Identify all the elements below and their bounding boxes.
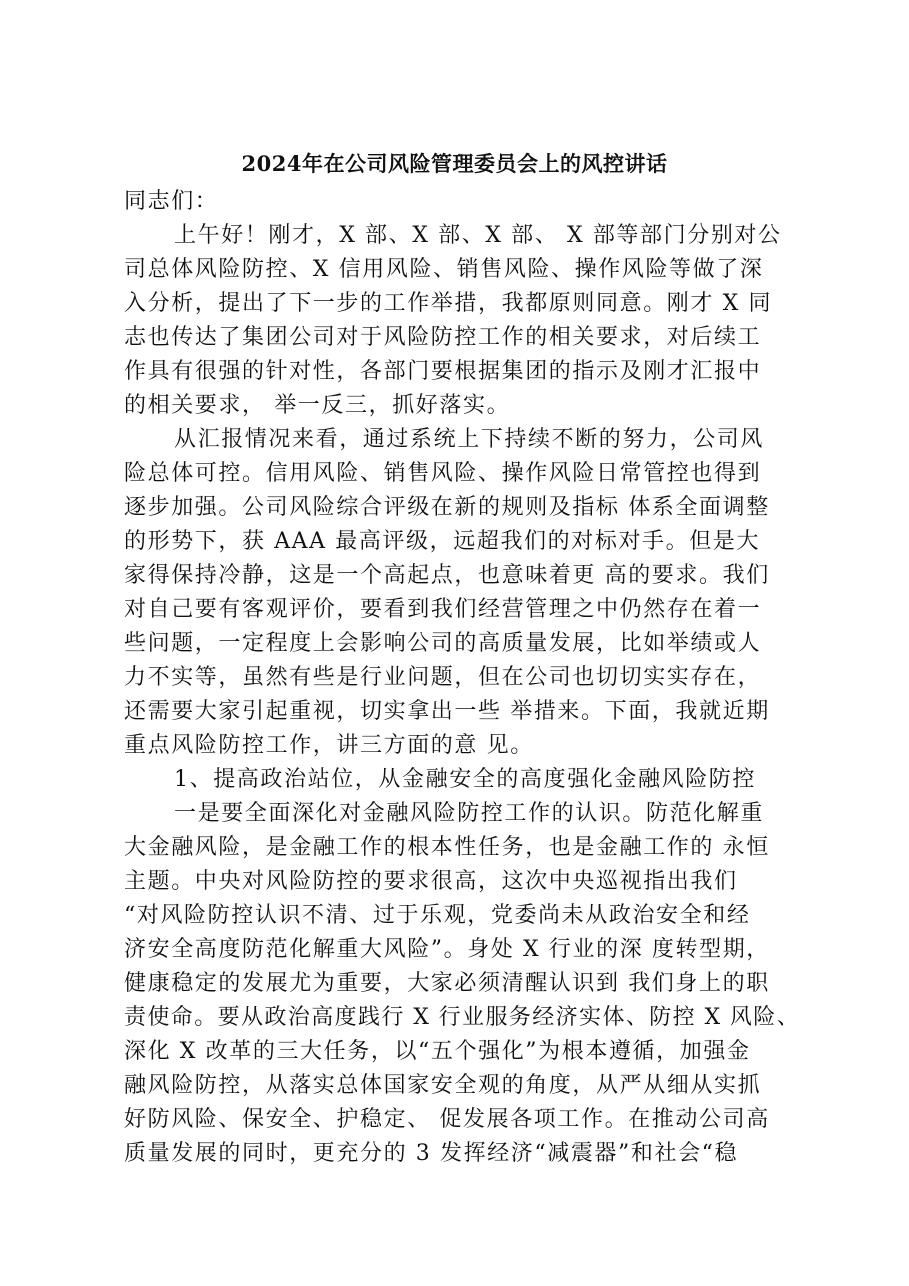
paragraph-line: 大金融风险，是金融工作的根本性任务，也是金融工作的 永恒 bbox=[124, 835, 770, 860]
paragraph-line: 上午好！刚才，X 部、X 部、X 部、 X 部等部门分别对公 bbox=[174, 223, 782, 248]
paragraph-line: 对自己要有客观评价，要看到我们经营管理之中仍然存在着一 bbox=[124, 597, 762, 622]
section-heading: 1、提高政治站位，从金融安全的高度强化金融风险防控 bbox=[174, 767, 756, 792]
paragraph-line: 入分析，提出了下一步的工作举措，我都原则同意。刚才 X 同 bbox=[124, 291, 773, 316]
paragraph-line: 深化 X 改革的三大任务，以“五个强化”为根本遵循，加强金 bbox=[124, 1039, 751, 1064]
paragraph-line: 责使命。要从政治高度践行 X 行业服务经济实体、防控 X 风险、 bbox=[124, 1005, 801, 1030]
paragraph-line: 的形势下，获 AAA 最高评级，远超我们的对标对手。但是大 bbox=[124, 529, 761, 554]
paragraph-line: 从汇报情况来看，通过系统上下持续不断的努力，公司风 bbox=[174, 427, 765, 452]
paragraph-line: 一是要全面深化对金融风险防控工作的认识。防范化解重 bbox=[174, 801, 765, 826]
paragraph-line: 家得保持冷静，这是一个高起点，也意味着更 高的要求。我们 bbox=[124, 563, 770, 588]
salutation-line: 同志们： bbox=[124, 189, 219, 214]
paragraph-line: 险总体可控。信用风险、销售风险、操作风险日常管控也得到 bbox=[124, 461, 762, 486]
paragraph-line: 司总体风险防控、X 信用风险、销售风险、操作风险等做了深 bbox=[124, 257, 764, 282]
paragraph-line: 些问题，一定程度上会影响公司的高质量发展，比如举绩或人 bbox=[124, 631, 762, 656]
paragraph-line: 的相关要求， 举一反三，抓好落实。 bbox=[124, 393, 511, 418]
paragraph-line: 融风险防控，从落实总体国家安全观的角度，从严从细从实抓 bbox=[124, 1073, 762, 1098]
paragraph-line: 志也传达了集团公司对于风险防控工作的相关要求，对后续工 bbox=[124, 325, 762, 350]
paragraph-line: 好防风险、保安全、护稳定、 促发展各项工作。在推动公司高 bbox=[124, 1107, 770, 1132]
paragraph-line: 健康稳定的发展尤为重要，大家必须清醒认识到 我们身上的职 bbox=[124, 971, 770, 996]
paragraph-line: 逐步加强。公司风险综合评级在新的规则及指标 体系全面调整 bbox=[124, 495, 770, 520]
paragraph-line: 力不实等，虽然有些是行业问题，但在公司也切切实实存在， bbox=[124, 665, 762, 690]
paragraph-line: 重点风险防控工作，讲三方面的意 见。 bbox=[124, 733, 534, 758]
paragraph-line: 还需要大家引起重视，切实拿出一些 举措来。下面，我就近期 bbox=[124, 699, 770, 724]
paragraph-line: 济安全高度防范化解重大风险”。身处 X 行业的深 度转型期， bbox=[124, 937, 770, 962]
document-title: 2024年在公司风险管理委员会上的风控讲话 bbox=[241, 151, 668, 176]
paragraph-line: “对风险防控认识不清、过于乐观，党委尚未从政治安全和经 bbox=[124, 903, 751, 928]
paragraph-line: 质量发展的同时，更充分的 3 发挥经济“减震器”和社会“稳 bbox=[124, 1141, 739, 1166]
paragraph-line: 主题。中央对风险防控的要求很高，这次中央巡视指出我们 bbox=[124, 869, 738, 894]
paragraph-line: 作具有很强的针对性，各部门要根据集团的指示及刚才汇报中 bbox=[124, 359, 762, 384]
